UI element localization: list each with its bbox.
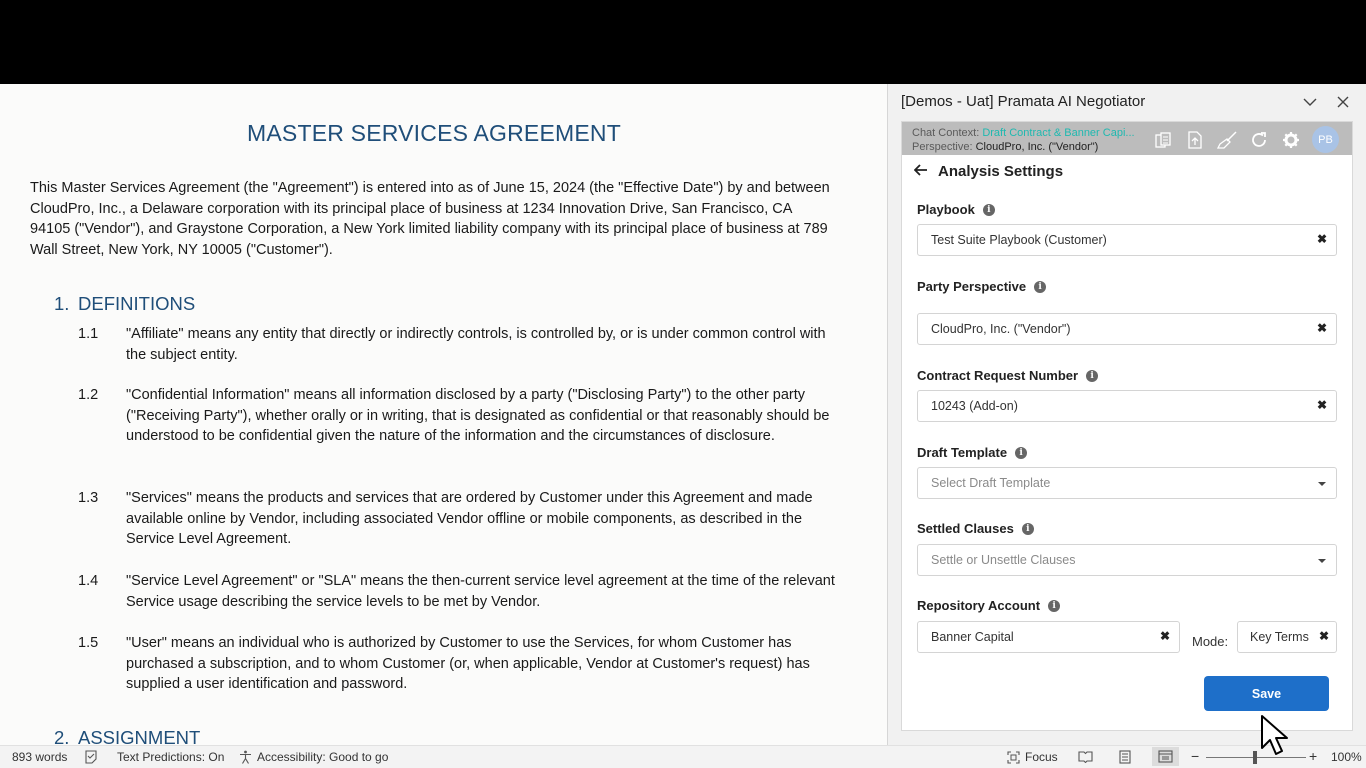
playbook-select[interactable] <box>917 224 1337 256</box>
settled-clauses-select[interactable] <box>917 544 1337 576</box>
focus-label: Focus <box>1025 750 1058 764</box>
close-icon[interactable] <box>1333 92 1353 112</box>
section-heading-assignment <box>54 727 200 745</box>
chat-context-label: Chat Context: <box>912 127 980 139</box>
web-layout-icon[interactable] <box>1152 747 1179 766</box>
info-icon[interactable]: i <box>1086 370 1098 382</box>
mouse-pointer-icon <box>1260 714 1290 761</box>
repository-account-value: Banner Capital <box>931 630 1014 644</box>
accessibility-label: Accessibility: Good to go <box>257 750 389 764</box>
read-mode-icon[interactable] <box>1078 750 1093 763</box>
clause-text: "User" means an individual who is authorized by Customer to use the Services, for whom Customer has purchased a subscription, and to whom Customer (or, when applicable, Vendor at Customer's request) has supplied a user identification and password. <box>126 635 810 692</box>
contract-request-label <box>917 368 1098 383</box>
avatar[interactable]: PB <box>1312 126 1339 153</box>
clause-number: 1.2 <box>78 387 99 403</box>
info-icon[interactable]: i <box>1048 600 1060 612</box>
clause-text: "Service Level Agreement" or "SLA" means the then-current service level agreement at the time of the relevant Service usage describing the service levels to be met by Vendor. <box>126 573 835 610</box>
mode-select[interactable] <box>1237 621 1337 653</box>
save-button[interactable]: Save <box>1204 676 1329 711</box>
pane-title: [Demos - Uat] Pramata AI Negotiator <box>901 93 1146 110</box>
section-number: 2. <box>54 727 70 745</box>
draft-template-label <box>917 445 1027 460</box>
clear-broom-icon[interactable] <box>1216 128 1238 152</box>
refresh-icon[interactable] <box>1248 128 1270 152</box>
clause-1-2 <box>78 385 848 447</box>
settled-clauses-label-text: Settled Clauses <box>917 521 1014 536</box>
playbook-value: Test Suite Playbook (Customer) <box>931 233 1107 247</box>
clause-1-1 <box>78 324 848 365</box>
clause-number: 1.4 <box>78 573 99 589</box>
dropdown-caret-icon[interactable] <box>1318 559 1326 563</box>
context-bar <box>902 122 1352 155</box>
contract-request-select[interactable] <box>917 390 1337 422</box>
repository-account-select[interactable] <box>917 621 1180 653</box>
section-heading-definitions <box>54 293 195 315</box>
clause-1-5 <box>78 633 848 695</box>
context-lines <box>912 126 1147 154</box>
proofing-icon[interactable] <box>84 750 98 764</box>
info-icon[interactable]: i <box>1022 523 1034 535</box>
settings-title: Analysis Settings <box>938 163 1064 180</box>
clear-icon[interactable]: ✖ <box>1316 321 1327 335</box>
status-bar <box>0 745 1366 768</box>
back-arrow-icon[interactable] <box>914 163 928 180</box>
clause-text: "Services" means the products and services that are ordered by Customer under this Agreement and made available online by Vendor, including associated Vendor offline or mobile components, as described in the Service Level Agreement. <box>126 490 813 547</box>
document-title: MASTER SERVICES AGREEMENT <box>247 120 621 146</box>
clear-icon[interactable]: ✖ <box>1316 232 1327 246</box>
clear-icon[interactable]: ✖ <box>1159 629 1170 643</box>
party-perspective-select[interactable] <box>917 313 1337 345</box>
clause-number: 1.1 <box>78 326 99 342</box>
upload-document-icon[interactable] <box>1184 128 1206 152</box>
contract-request-value: 10243 (Add-on) <box>931 399 1018 413</box>
dropdown-caret-icon[interactable] <box>1318 482 1326 486</box>
contract-request-label-text: Contract Request Number <box>917 368 1079 383</box>
print-layout-icon[interactable] <box>1119 750 1131 764</box>
clause-number: 1.5 <box>78 635 99 651</box>
info-icon[interactable]: i <box>983 204 995 216</box>
chat-context-value[interactable]: Draft Contract & Banner Capi... <box>982 127 1135 139</box>
draft-template-label-text: Draft Template <box>917 445 1008 460</box>
clause-1-3 <box>78 488 848 550</box>
gear-icon[interactable] <box>1280 128 1302 152</box>
section-number: 1. <box>54 293 70 314</box>
document-intro-paragraph: This Master Services Agreement (the "Agreement") is entered into as of June 15, 2024 (the "Effective Date") by and between CloudPro, Inc., a Delaware corporation with its principal place of business at 1234 Innovation Drive, San Francisco, CA 94105 ("Vendor"), and Graystone Corporation, a New York limited liability company with its principal place of business at 789 Wall Street, New York, NY 10005 ("Customer"). <box>30 180 830 258</box>
zoom-out-icon[interactable]: − <box>1191 748 1200 764</box>
playbook-label <box>917 202 995 217</box>
title-bar-area <box>0 0 1366 84</box>
focus-icon <box>1007 751 1020 764</box>
clear-icon[interactable]: ✖ <box>1318 629 1329 643</box>
info-icon[interactable]: i <box>1015 447 1027 459</box>
clear-icon[interactable]: ✖ <box>1316 398 1327 412</box>
add-in-task-pane <box>887 84 1366 745</box>
settled-clauses-placeholder: Settle or Unsettle Clauses <box>931 553 1076 567</box>
repository-account-label <box>917 598 1060 613</box>
clause-1-4 <box>78 571 848 612</box>
zoom-level[interactable]: 100% <box>1331 750 1362 764</box>
draft-template-select[interactable] <box>917 467 1337 499</box>
context-toolbar <box>1152 126 1339 153</box>
documents-icon[interactable] <box>1152 128 1174 152</box>
accessibility-icon <box>239 750 252 764</box>
clause-text: "Confidential Information" means all information disclosed by a party ("Disclosing Party") to the other party ("Receiving Party"), whether orally or in writing, that is designated as confidential or that reasonably should be understood to be confidential given the nature of the information and the circumstances of disclosure. <box>126 387 830 444</box>
party-perspective-value: CloudPro, Inc. ("Vendor") <box>931 322 1071 336</box>
focus-mode-button[interactable] <box>1007 750 1058 764</box>
party-perspective-label <box>917 279 1046 294</box>
party-perspective-label-text: Party Perspective <box>917 279 1027 294</box>
draft-template-placeholder: Select Draft Template <box>931 476 1051 490</box>
settings-header <box>914 163 1063 180</box>
zoom-in-icon[interactable]: + <box>1309 748 1318 764</box>
pane-options-chevron-icon[interactable] <box>1300 92 1320 112</box>
perspective-label: Perspective: <box>912 141 973 153</box>
word-count[interactable]: 893 words <box>12 750 68 764</box>
section-title: DEFINITIONS <box>78 293 196 314</box>
section-title: ASSIGNMENT <box>78 727 201 745</box>
clause-number: 1.3 <box>78 490 99 506</box>
repository-account-label-text: Repository Account <box>917 598 1041 613</box>
negotiator-panel <box>901 121 1353 731</box>
document-page[interactable] <box>0 84 887 745</box>
mode-value: Key Terms <box>1250 630 1309 644</box>
mode-label: Mode: <box>1192 634 1229 649</box>
perspective-value: CloudPro, Inc. ("Vendor") <box>975 141 1099 153</box>
text-predictions-status[interactable]: Text Predictions: On <box>117 750 225 764</box>
playbook-label-text: Playbook <box>917 202 975 217</box>
info-icon[interactable]: i <box>1034 281 1046 293</box>
accessibility-status[interactable] <box>239 750 388 764</box>
settled-clauses-label <box>917 521 1034 536</box>
clause-text: "Affiliate" means any entity that directly or indirectly controls, is controlled by, or is under common control with the subject entity. <box>126 326 826 363</box>
zoom-slider-thumb[interactable] <box>1253 751 1257 764</box>
